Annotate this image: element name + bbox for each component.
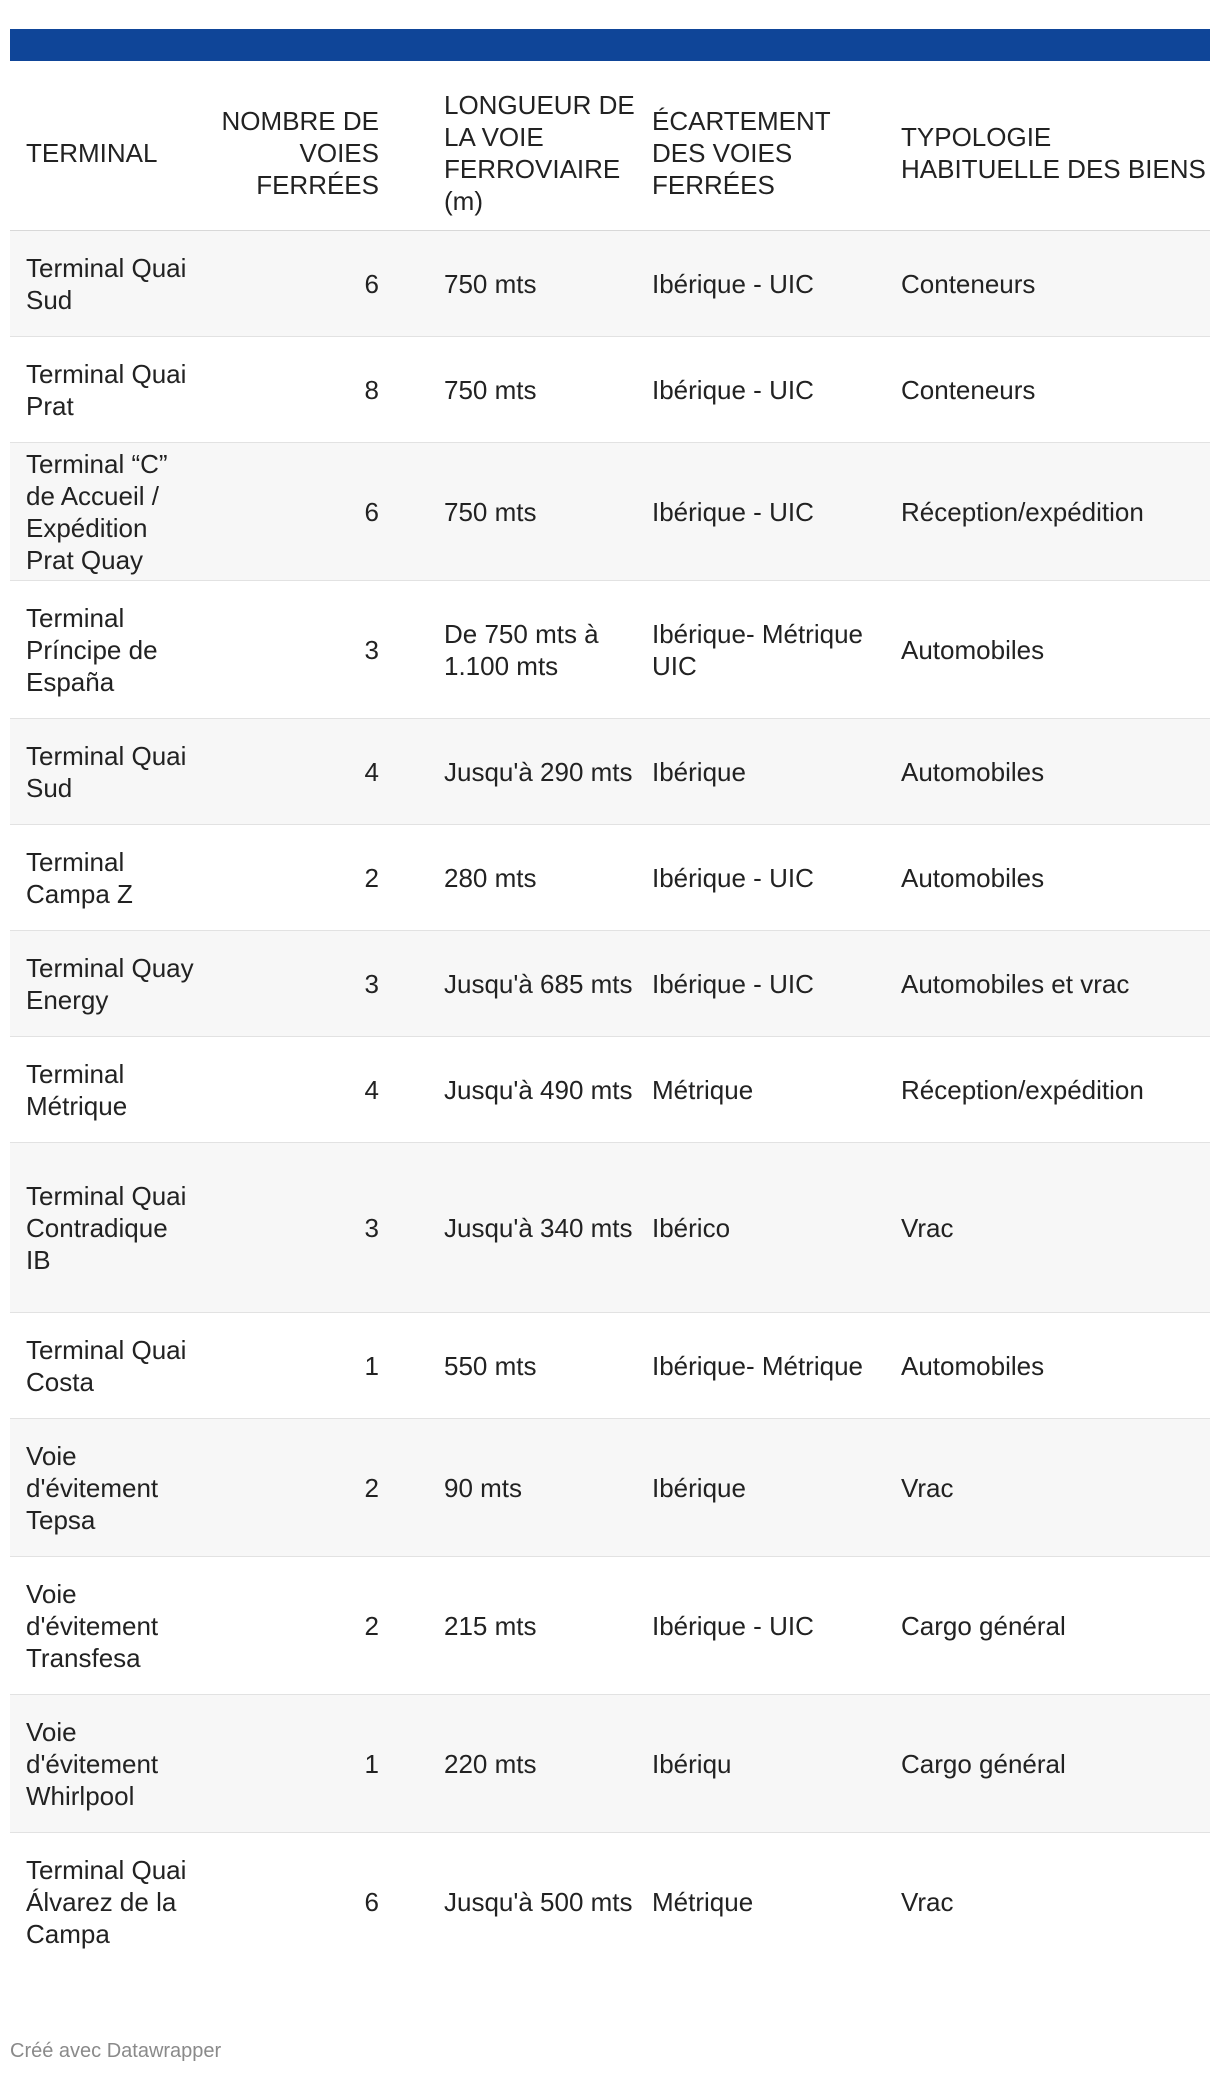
- table-row: [10, 1143, 1210, 1313]
- column-header-gauge: ÉCARTEMENT DES VOIES FERRÉES: [636, 76, 885, 231]
- table-row: [10, 337, 1210, 443]
- cell-terminal: Voie d'évitement Whirlpool: [10, 1695, 195, 1833]
- cell-terminal: Terminal Quai Sud: [10, 719, 195, 825]
- cell-track-count: 6: [195, 1833, 395, 1971]
- cell-track-length: 90 mts: [395, 1419, 636, 1557]
- cell-goods-type: Cargo général: [885, 1557, 1210, 1695]
- cell-gauge: Ibérique - UIC: [636, 443, 885, 581]
- cell-track-length: 220 mts: [395, 1695, 636, 1833]
- cell-gauge: Ibérique- Métrique UIC: [636, 581, 885, 719]
- cell-terminal: Terminal Quai Prat: [10, 337, 195, 443]
- cell-terminal: Voie d'évitement Transfesa: [10, 1557, 195, 1695]
- cell-goods-type: Automobiles: [885, 1313, 1210, 1419]
- terminal-table: [10, 76, 1210, 1971]
- cell-goods-type: Automobiles: [885, 825, 1210, 931]
- cell-gauge: Ibérique - UIC: [636, 825, 885, 931]
- table-row: [10, 581, 1210, 719]
- column-header-track-length: LONGUEUR DE LA VOIE FERROVIAIRE (m): [395, 76, 636, 231]
- cell-track-length: Jusqu'à 340 mts: [395, 1143, 636, 1313]
- cell-track-length: 750 mts: [395, 337, 636, 443]
- cell-track-count: 4: [195, 719, 395, 825]
- cell-gauge: Ibérique - UIC: [636, 337, 885, 443]
- cell-track-length: 750 mts: [395, 231, 636, 337]
- table-row: [10, 1695, 1210, 1833]
- cell-gauge: Ibérique: [636, 719, 885, 825]
- table-row: [10, 1833, 1210, 1971]
- table-row: [10, 1557, 1210, 1695]
- table-row: [10, 1037, 1210, 1143]
- cell-goods-type: Réception/expédition: [885, 443, 1210, 581]
- cell-track-count: 1: [195, 1695, 395, 1833]
- cell-track-count: 4: [195, 1037, 395, 1143]
- table-row: [10, 1419, 1210, 1557]
- cell-gauge: Métrique: [636, 1833, 885, 1971]
- cell-gauge: Ibérique - UIC: [636, 1557, 885, 1695]
- cell-goods-type: Conteneurs: [885, 231, 1210, 337]
- column-header-track-count: NOMBRE DE VOIES FERRÉES: [195, 76, 395, 231]
- cell-goods-type: Automobiles et vrac: [885, 931, 1210, 1037]
- cell-terminal: Terminal Quai Álvarez de la Campa: [10, 1833, 195, 1971]
- cell-goods-type: Automobiles: [885, 581, 1210, 719]
- cell-gauge: Ibérique- Métrique: [636, 1313, 885, 1419]
- header-color-bar: [10, 29, 1210, 61]
- cell-goods-type: Vrac: [885, 1833, 1210, 1971]
- cell-track-count: 2: [195, 825, 395, 931]
- cell-track-length: 750 mts: [395, 443, 636, 581]
- cell-gauge: Ibérique: [636, 1419, 885, 1557]
- cell-terminal: Terminal Quai Contradique IB: [10, 1143, 195, 1313]
- cell-track-length: Jusqu'à 290 mts: [395, 719, 636, 825]
- cell-gauge: Ibériqu: [636, 1695, 885, 1833]
- cell-terminal: Terminal Campa Z: [10, 825, 195, 931]
- cell-track-count: 2: [195, 1557, 395, 1695]
- cell-track-count: 6: [195, 231, 395, 337]
- cell-terminal: Terminal Príncipe de España: [10, 581, 195, 719]
- cell-track-count: 3: [195, 931, 395, 1037]
- column-header-terminal: TERMINAL: [10, 76, 195, 231]
- table-body: [10, 231, 1210, 1971]
- cell-goods-type: Vrac: [885, 1419, 1210, 1557]
- cell-track-count: 3: [195, 1143, 395, 1313]
- cell-terminal: Voie d'évitement Tepsa: [10, 1419, 195, 1557]
- cell-terminal: Terminal Quay Energy: [10, 931, 195, 1037]
- table-row: [10, 825, 1210, 931]
- cell-terminal: Terminal Quai Sud: [10, 231, 195, 337]
- cell-track-length: 550 mts: [395, 1313, 636, 1419]
- cell-track-count: 8: [195, 337, 395, 443]
- cell-terminal: Terminal Métrique: [10, 1037, 195, 1143]
- cell-track-length: 280 mts: [395, 825, 636, 931]
- cell-gauge: Ibérico: [636, 1143, 885, 1313]
- column-header-goods-type: TYPOLOGIE HABITUELLE DES BIENS: [885, 76, 1210, 231]
- cell-gauge: Métrique: [636, 1037, 885, 1143]
- table-row: [10, 443, 1210, 581]
- table-header-row: [10, 76, 1210, 231]
- cell-track-length: Jusqu'à 500 mts: [395, 1833, 636, 1971]
- cell-goods-type: Automobiles: [885, 719, 1210, 825]
- datawrapper-credit: Créé avec Datawrapper: [10, 2040, 222, 2062]
- cell-goods-type: Cargo général: [885, 1695, 1210, 1833]
- cell-track-length: Jusqu'à 490 mts: [395, 1037, 636, 1143]
- cell-track-length: Jusqu'à 685 mts: [395, 931, 636, 1037]
- cell-gauge: Ibérique - UIC: [636, 231, 885, 337]
- cell-terminal: Terminal “C” de Accueil / Expédition Prat Quay: [10, 443, 195, 581]
- table-row: [10, 719, 1210, 825]
- cell-track-count: 3: [195, 581, 395, 719]
- table-row: [10, 1313, 1210, 1419]
- cell-goods-type: Vrac: [885, 1143, 1210, 1313]
- cell-track-length: De 750 mts à 1.100 mts: [395, 581, 636, 719]
- cell-goods-type: Réception/expédition: [885, 1037, 1210, 1143]
- cell-terminal: Terminal Quai Costa: [10, 1313, 195, 1419]
- table-row: [10, 231, 1210, 337]
- cell-track-length: 215 mts: [395, 1557, 636, 1695]
- cell-track-count: 1: [195, 1313, 395, 1419]
- cell-track-count: 2: [195, 1419, 395, 1557]
- cell-goods-type: Conteneurs: [885, 337, 1210, 443]
- cell-gauge: Ibérique - UIC: [636, 931, 885, 1037]
- cell-track-count: 6: [195, 443, 395, 581]
- table-row: [10, 931, 1210, 1037]
